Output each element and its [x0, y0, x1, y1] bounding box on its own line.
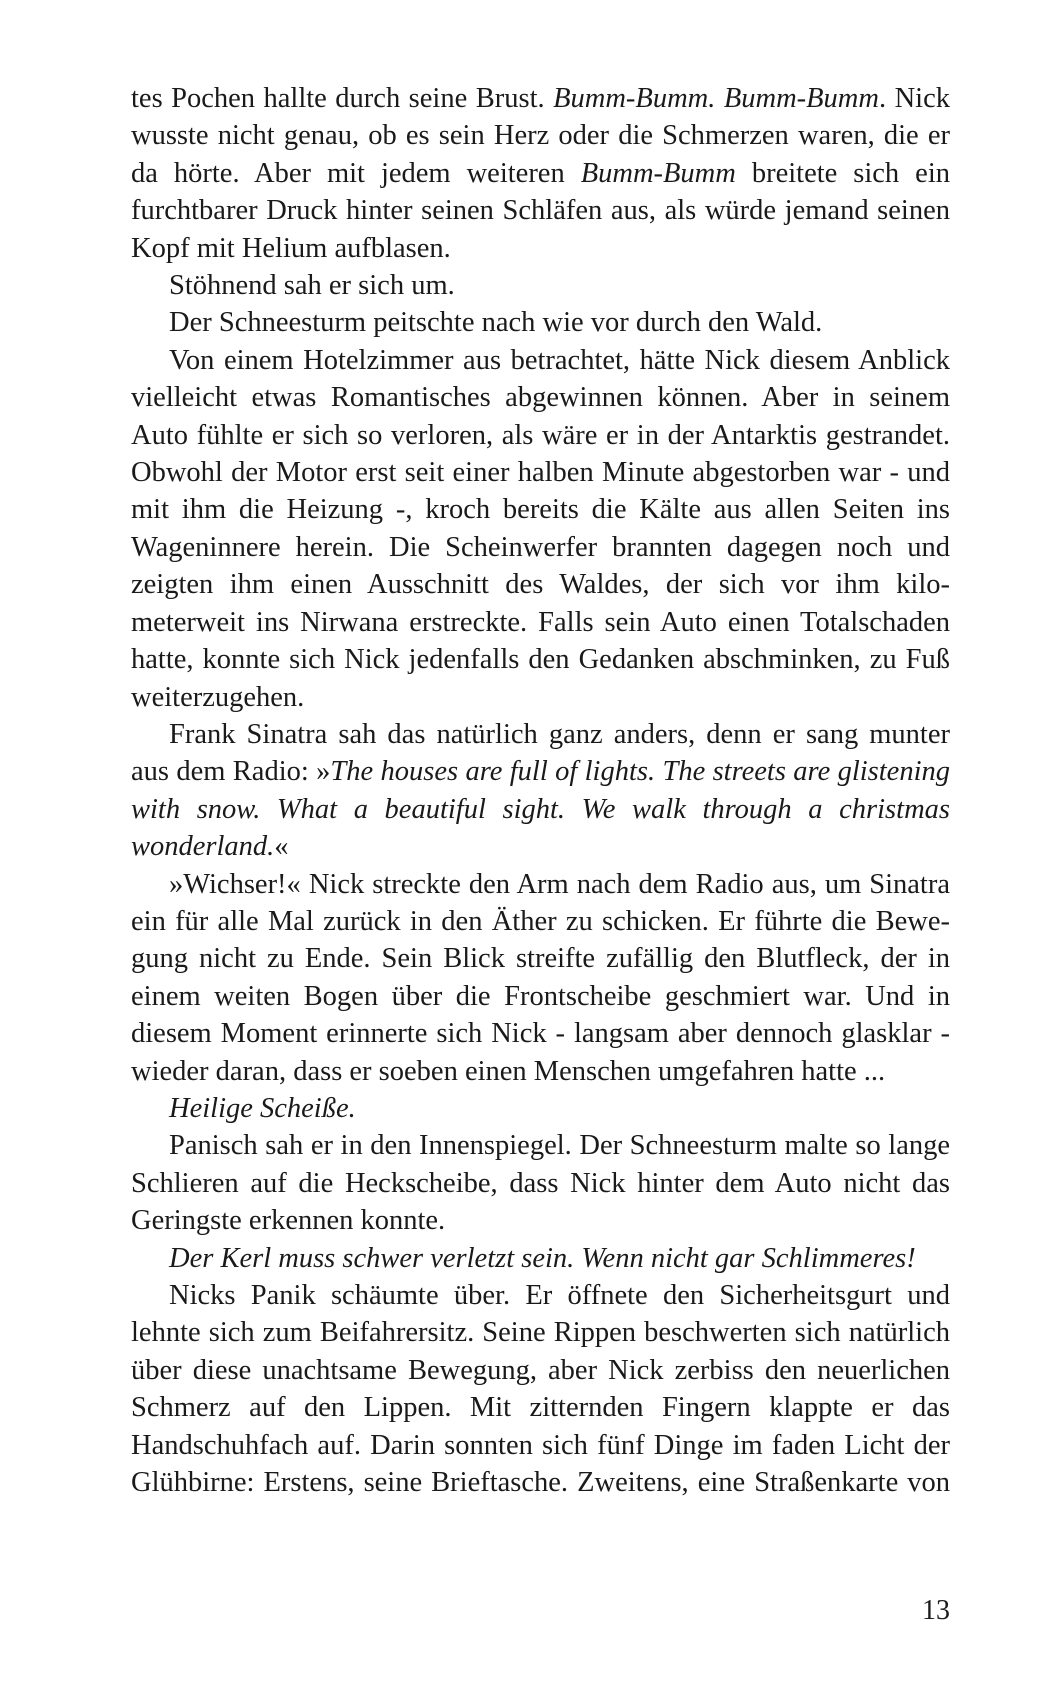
book-page-text — [131, 80, 950, 1640]
paragraph — [131, 342, 950, 716]
paragraph — [131, 1090, 950, 1127]
italic-text: Bumm-Bumm. Bumm-Bumm — [553, 83, 879, 114]
paragraph — [131, 1277, 950, 1501]
text-run: Von einem Hotelzimmer aus betrachtet, hätte Nick diesem Anblick vielleicht etwas Romantisches abgewinnen können. Aber in seinem Auto fühlte er sich so verloren, als wäre er in der Antarktis gestrandet. Obwohl der Motor erst seit einer halben Minute abgestorben war - und mit ihm die Heizung -, kroch bereits die Kälte aus allen Seiten ins Wageninnere herein. Die Scheinwerfer brannten dagegen noch und zeigten ihm einen Ausschnitt des Waldes, der sich vor ihm kilometerweit ins Nirwana erstreckte. Falls sein Auto einen Totalschaden hatte, konnte sich Nick jedenfalls den Gedanken abschminken, zu Fuß weiterzugehen. — [131, 344, 950, 713]
paragraph — [131, 304, 950, 341]
text-run: Panisch sah er in den Innenspiegel. Der Schneesturm malte so lange Schlieren auf die Heckscheibe, dass Nick hinter dem Auto nicht das Geringste erkennen konnte. — [131, 1130, 950, 1237]
paragraph — [131, 80, 950, 267]
paragraph — [131, 267, 950, 304]
paragraph — [131, 1127, 950, 1239]
text-run: « — [274, 831, 289, 863]
text-run: Stöhnend sah er sich um. — [169, 270, 455, 302]
paragraph — [131, 716, 950, 866]
text-run: Frank Sinatra sah das natürlich ganz anders, denn er sang munter aus dem Radio: » — [131, 718, 950, 788]
paragraph — [131, 1240, 950, 1277]
paragraph — [131, 866, 950, 1090]
page-number: 13 — [922, 1595, 950, 1626]
text-run: Der Schneesturm peitschte nach wie vor durch den Wald. — [169, 307, 823, 339]
italic-text: Heilige Scheiße. — [169, 1092, 356, 1124]
text-run: »Wichser!« Nick streckte den Arm nach dem Radio aus, um Sinatra ein für alle Mal zurück in den Äther zu schicken. Er führte die Bewegung nicht zu Ende. Sein Blick streifte zufällig den Blutfleck, der in einem weiten Bogen über die Frontscheibe geschmiert war. Und in diesem Moment erinnerte sich Nick - langsam aber dennoch glasklar - wieder daran, dass er soeben einen Menschen umgefahren hatte ... — [131, 868, 950, 1087]
italic-text: The houses are full of lights. The streets are glistening with snow. What a beautiful sight. We walk through a christmas wonderland. — [131, 756, 950, 863]
italic-text: Der Kerl muss schwer verletzt sein. Wenn nicht gar Schlimmeres! — [169, 1242, 916, 1274]
italic-text: Bumm-Bumm — [580, 157, 736, 189]
text-run: breitete sich ein furchtbarer Druck hinter seinen Schläfen aus, als würde jemand seinen Kopf mit Helium aufblasen. — [131, 157, 950, 264]
text-run: . Nick wusste nicht genau, ob es sein Herz oder die Schmerzen waren, die er da hörte. Aber mit jedem weiteren — [131, 83, 950, 189]
text-run: Nicks Panik schäumte über. Er öffnete den Sicherheitsgurt und lehnte sich zum Beifahrersitz. Seine Rippen beschwerten sich natürlich über diese unachtsame Bewegung, aber Nick zerbiss den neuerlichen Schmerz auf den Lippen. Mit zitternden Fingern klappte er das Handschuhfach auf. Darin sonnten sich fünf Dinge im faden Licht der Glühbirne: Erstens, seine Brieftasche. Zweitens, eine Straßenkarte von — [131, 1280, 950, 1499]
text-run: tes Pochen hallte durch seine Brust. — [131, 83, 554, 114]
